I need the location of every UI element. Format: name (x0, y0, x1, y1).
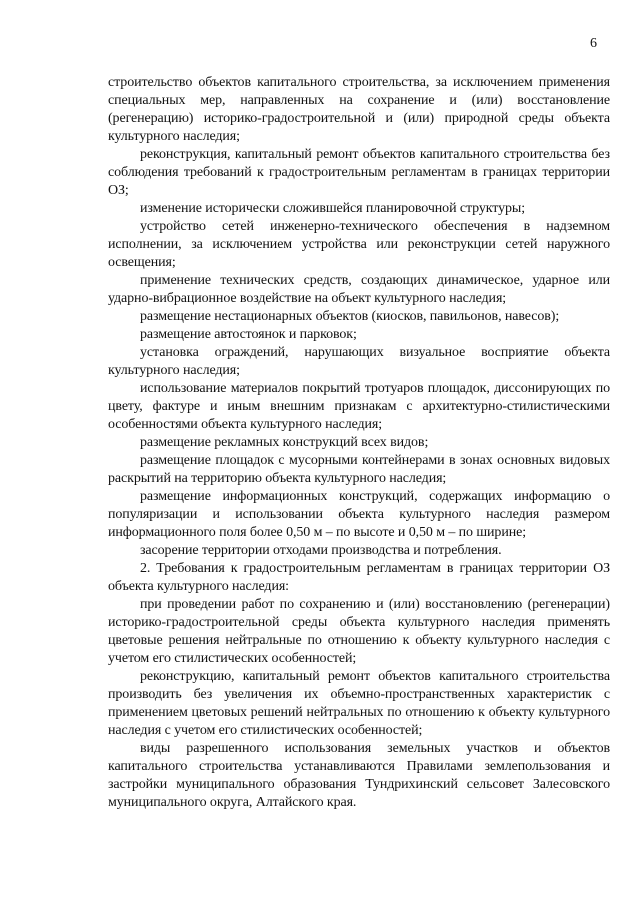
paragraph: засорение территории отходами производства и потребления. (140, 543, 502, 558)
paragraph: использование материалов покрытий тротуаров площадок, диссонирующих по цвету, фактуре и иным внешним признакам с архитектурно-стилистическими особенностями объекта культурного наследия; (108, 381, 610, 432)
paragraph: применение технических средств, создающих динамическое, ударное или ударно-вибрационное воздействие на объект культурного наследия; (108, 273, 610, 306)
paragraph: размещение рекламных конструкций всех видов; (140, 435, 429, 450)
page-number: 6 (590, 36, 597, 51)
paragraph: реконструкцию, капитальный ремонт объектов капитального строительства производить без увеличения их объемно-пространственных характеристик с применением цветовых решений нейтральных по отношению к объекту культурного наследия с учетом его стилистических особенностей; (108, 669, 610, 738)
paragraph: реконструкция, капитальный ремонт объектов капитального строительства без соблюдения требований к градостроительным регламентам в границах территории ОЗ; (108, 147, 610, 198)
paragraph: при проведении работ по сохранению и (или) восстановлению (регенерации) историко-градостроительной среды объекта культурного наследия применять цветовые решения нейтральные по отношению к объекту культурного наследия с учетом его стилистических особенностей; (108, 597, 610, 666)
paragraph: строительство объектов капитального строительства, за исключением применения специальных мер, направленных на сохранение и (или) восстановление (регенерацию) историко-градостроительной и (или) природной среды объекта культурного наследия; (108, 75, 610, 144)
paragraph: размещение информационных конструкций, содержащих информацию о популяризации и использовании объекта культурного наследия размером информационного поля более 0,50 м – по высоте и 0,50 м – по ширине; (108, 489, 610, 540)
paragraph: размещение площадок с мусорными контейнерами в зонах основных видовых раскрытий на территорию объекта культурного наследия; (108, 453, 610, 486)
paragraph: виды разрешенного использования земельных участков и объектов капитального строительства устанавливаются Правилами землепользования и застройки муниципального образования Тундрихинский сельсовет Залесовского муниципального округа, Алтайского края. (108, 741, 610, 810)
paragraph: устройство сетей инженерно-технического обеспечения в надземном исполнении, за исключением устройства или реконструкции сетей наружного освещения; (108, 219, 610, 270)
paragraph: изменение исторически сложившейся планировочной структуры; (140, 201, 526, 216)
document-body (108, 74, 610, 812)
section-heading-paragraph: 2. Требования к градостроительным регламентам в границах территории ОЗ объекта культурного наследия: (108, 561, 610, 594)
paragraph: установка ограждений, нарушающих визуальное восприятие объекта культурного наследия; (108, 345, 610, 378)
paragraph: размещение нестационарных объектов (киосков, павильонов, навесов); (140, 309, 560, 324)
paragraph: размещение автостоянок и парковок; (140, 327, 357, 342)
